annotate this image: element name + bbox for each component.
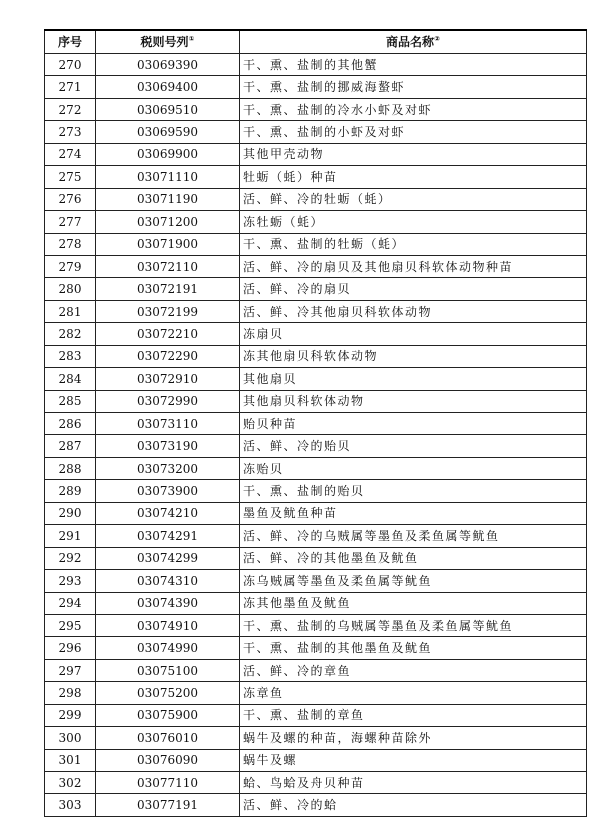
row-code: 03072199 xyxy=(96,300,240,322)
row-name: 干、熏、盐制的章鱼 xyxy=(240,704,587,726)
row-seq: 278 xyxy=(45,233,96,255)
table-row xyxy=(45,323,587,345)
row-seq: 290 xyxy=(45,502,96,524)
row-name: 干、熏、盐制的牡蛎（蚝） xyxy=(240,233,587,255)
row-seq: 285 xyxy=(45,390,96,412)
row-code: 03072910 xyxy=(96,368,240,390)
row-code: 03071900 xyxy=(96,233,240,255)
row-code: 03073190 xyxy=(96,435,240,457)
row-code: 03073110 xyxy=(96,413,240,435)
tariff-table xyxy=(44,29,587,817)
row-name: 其他扇贝科软体动物 xyxy=(240,390,587,412)
row-seq: 297 xyxy=(45,659,96,681)
row-seq: 295 xyxy=(45,614,96,636)
header-name-label: 商品名称 xyxy=(386,35,435,49)
row-name: 活、鲜、冷的章鱼 xyxy=(240,659,587,681)
row-code: 03072290 xyxy=(96,345,240,367)
row-name: 干、熏、盐制的小虾及对虾 xyxy=(240,121,587,143)
table-row xyxy=(45,614,587,636)
row-code: 03074291 xyxy=(96,525,240,547)
row-seq: 275 xyxy=(45,166,96,188)
header-seq-label: 序号 xyxy=(57,35,82,49)
table-row xyxy=(45,300,587,322)
row-code: 03072110 xyxy=(96,255,240,277)
row-name: 蜗牛及螺的种苗，海螺种苗除外 xyxy=(240,727,587,749)
row-seq: 291 xyxy=(45,525,96,547)
row-code: 03075100 xyxy=(96,659,240,681)
table-row xyxy=(45,233,587,255)
row-seq: 272 xyxy=(45,98,96,120)
row-seq: 292 xyxy=(45,547,96,569)
table-row xyxy=(45,143,587,165)
row-seq: 277 xyxy=(45,211,96,233)
row-seq: 293 xyxy=(45,570,96,592)
table-row xyxy=(45,502,587,524)
row-seq: 284 xyxy=(45,368,96,390)
table-row xyxy=(45,570,587,592)
header-name-footnote: ② xyxy=(434,35,440,43)
row-name: 活、鲜、冷的扇贝 xyxy=(240,278,587,300)
row-name: 活、鲜、冷的贻贝 xyxy=(240,435,587,457)
row-seq: 279 xyxy=(45,255,96,277)
row-name: 活、鲜、冷其他扇贝科软体动物 xyxy=(240,300,587,322)
row-name: 墨鱼及鱿鱼种苗 xyxy=(240,502,587,524)
row-code: 03069390 xyxy=(96,54,240,76)
row-name: 冻乌贼属等墨鱼及柔鱼属等鱿鱼 xyxy=(240,570,587,592)
row-seq: 287 xyxy=(45,435,96,457)
table-row xyxy=(45,166,587,188)
row-code: 03071110 xyxy=(96,166,240,188)
row-name: 冻章鱼 xyxy=(240,682,587,704)
row-name: 蛤、鸟蛤及舟贝种苗 xyxy=(240,772,587,794)
table-row xyxy=(45,592,587,614)
table-row xyxy=(45,637,587,659)
row-seq: 276 xyxy=(45,188,96,210)
row-code: 03075900 xyxy=(96,704,240,726)
header-name xyxy=(240,30,587,54)
row-seq: 296 xyxy=(45,637,96,659)
table-row xyxy=(45,794,587,816)
table-row xyxy=(45,547,587,569)
row-code: 03074210 xyxy=(96,502,240,524)
row-name: 干、熏、盐制的其他墨鱼及鱿鱼 xyxy=(240,637,587,659)
row-name: 其他扇贝 xyxy=(240,368,587,390)
row-code: 03076090 xyxy=(96,749,240,771)
row-seq: 302 xyxy=(45,772,96,794)
table-row xyxy=(45,121,587,143)
row-seq: 271 xyxy=(45,76,96,98)
row-seq: 283 xyxy=(45,345,96,367)
row-name: 蜗牛及螺 xyxy=(240,749,587,771)
row-name: 干、熏、盐制的其他蟹 xyxy=(240,54,587,76)
row-code: 03074390 xyxy=(96,592,240,614)
row-code: 03072191 xyxy=(96,278,240,300)
row-name: 干、熏、盐制的贻贝 xyxy=(240,480,587,502)
row-name: 干、熏、盐制的挪威海螯虾 xyxy=(240,76,587,98)
header-code-footnote: ① xyxy=(188,35,195,43)
table-row xyxy=(45,772,587,794)
row-code: 03073200 xyxy=(96,457,240,479)
row-seq: 301 xyxy=(45,749,96,771)
row-name: 冻其他扇贝科软体动物 xyxy=(240,345,587,367)
row-seq: 288 xyxy=(45,457,96,479)
table-row xyxy=(45,749,587,771)
table-row xyxy=(45,98,587,120)
table-row xyxy=(45,278,587,300)
row-name: 干、熏、盐制的冷水小虾及对虾 xyxy=(240,98,587,120)
row-name: 活、鲜、冷的扇贝及其他扇贝科软体动物种苗 xyxy=(240,255,587,277)
row-seq: 300 xyxy=(45,727,96,749)
header-code xyxy=(96,30,240,54)
row-seq: 274 xyxy=(45,143,96,165)
table-row xyxy=(45,76,587,98)
row-code: 03073900 xyxy=(96,480,240,502)
row-seq: 286 xyxy=(45,413,96,435)
row-code: 03077110 xyxy=(96,772,240,794)
table-row xyxy=(45,457,587,479)
table-row xyxy=(45,659,587,681)
row-code: 03069590 xyxy=(96,121,240,143)
table-row xyxy=(45,413,587,435)
row-code: 03074990 xyxy=(96,637,240,659)
row-name: 牡蛎（蚝）种苗 xyxy=(240,166,587,188)
table-row xyxy=(45,682,587,704)
table-row xyxy=(45,435,587,457)
row-code: 03076010 xyxy=(96,727,240,749)
row-seq: 299 xyxy=(45,704,96,726)
row-seq: 289 xyxy=(45,480,96,502)
header-row xyxy=(45,30,587,54)
row-seq: 282 xyxy=(45,323,96,345)
table-row xyxy=(45,390,587,412)
row-code: 03071200 xyxy=(96,211,240,233)
row-seq: 281 xyxy=(45,300,96,322)
header-code-label: 税则号列 xyxy=(140,35,189,49)
table-row xyxy=(45,727,587,749)
table-body xyxy=(45,54,587,817)
row-code: 03072990 xyxy=(96,390,240,412)
row-code: 03077191 xyxy=(96,794,240,816)
row-name: 贻贝种苗 xyxy=(240,413,587,435)
table-row xyxy=(45,704,587,726)
row-name: 干、熏、盐制的乌贼属等墨鱼及柔鱼属等鱿鱼 xyxy=(240,614,587,636)
row-seq: 303 xyxy=(45,794,96,816)
row-seq: 270 xyxy=(45,54,96,76)
row-name: 冻扇贝 xyxy=(240,323,587,345)
row-code: 03069510 xyxy=(96,98,240,120)
row-name: 活、鲜、冷的乌贼属等墨鱼及柔鱼属等鱿鱼 xyxy=(240,525,587,547)
row-name: 活、鲜、冷的蛤 xyxy=(240,794,587,816)
row-seq: 280 xyxy=(45,278,96,300)
row-code: 03072210 xyxy=(96,323,240,345)
table-row xyxy=(45,345,587,367)
row-code: 03074910 xyxy=(96,614,240,636)
row-seq: 294 xyxy=(45,592,96,614)
row-code: 03075200 xyxy=(96,682,240,704)
row-code: 03071190 xyxy=(96,188,240,210)
row-code: 03069400 xyxy=(96,76,240,98)
table-row xyxy=(45,211,587,233)
row-name: 其他甲壳动物 xyxy=(240,143,587,165)
row-name: 活、鲜、冷的牡蛎（蚝） xyxy=(240,188,587,210)
row-name: 冻贻贝 xyxy=(240,457,587,479)
table-row xyxy=(45,255,587,277)
row-seq: 298 xyxy=(45,682,96,704)
row-name: 冻牡蛎（蚝） xyxy=(240,211,587,233)
row-name: 活、鲜、冷的其他墨鱼及鱿鱼 xyxy=(240,547,587,569)
table-row xyxy=(45,480,587,502)
row-seq: 273 xyxy=(45,121,96,143)
table-row xyxy=(45,54,587,76)
header-seq xyxy=(45,30,96,54)
row-code: 03074299 xyxy=(96,547,240,569)
row-code: 03074310 xyxy=(96,570,240,592)
row-code: 03069900 xyxy=(96,143,240,165)
table-row xyxy=(45,525,587,547)
table-row xyxy=(45,188,587,210)
row-name: 冻其他墨鱼及鱿鱼 xyxy=(240,592,587,614)
table-row xyxy=(45,368,587,390)
